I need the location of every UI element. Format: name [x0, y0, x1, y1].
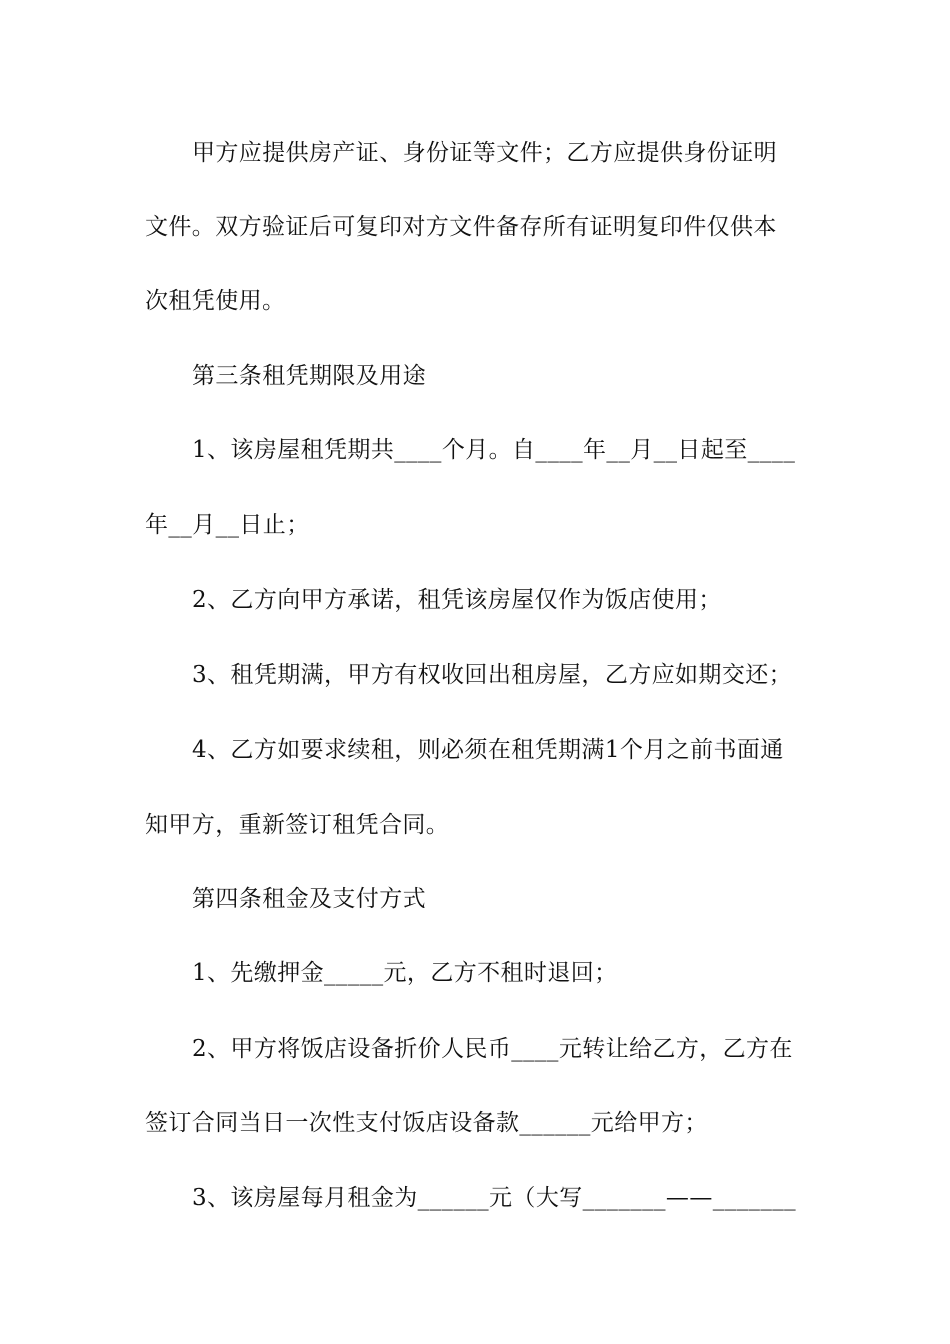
clause-line-3-2: 2、乙方向甲方承诺，租凭该房屋仅作为饭店使用；: [192, 587, 722, 613]
paragraph-line-2: 文件。双方验证后可复印对方文件备存所有证明复印件仅供本: [145, 214, 777, 240]
section-heading-article-3: 第三条租凭期限及用途: [192, 363, 426, 389]
clause-line-3-4a: 4、乙方如要求续租，则必须在租凭期满1个月之前书面通: [192, 737, 784, 763]
paragraph-line-1: 甲方应提供房产证、身份证等文件；乙方应提供身份证明: [192, 140, 777, 166]
clause-line-4-1: 1、先缴押金_____元，乙方不租时退回；: [192, 960, 618, 986]
paragraph-line-3: 次租凭使用。: [145, 288, 286, 314]
clause-line-4-3: 3、该房屋每月租金为______元（大写_______——_______: [192, 1185, 797, 1211]
section-heading-article-4: 第四条租金及支付方式: [192, 886, 426, 912]
clause-line-3-4b: 知甲方，重新签订租凭合同。: [145, 812, 450, 838]
clause-line-3-3: 3、租凭期满，甲方有权收回出租房屋，乙方应如期交还；: [192, 662, 793, 688]
clause-line-3-1a: 1、该房屋租凭期共____个月。自____年__月__日起至____: [192, 437, 796, 463]
clause-line-3-1b: 年__月__日止；: [145, 512, 310, 538]
clause-line-4-2b: 签订合同当日一次性支付饭店设备款______元给甲方；: [145, 1110, 708, 1136]
clause-line-4-2a: 2、甲方将饭店设备折价人民币____元转让给乙方，乙方在: [192, 1036, 793, 1062]
